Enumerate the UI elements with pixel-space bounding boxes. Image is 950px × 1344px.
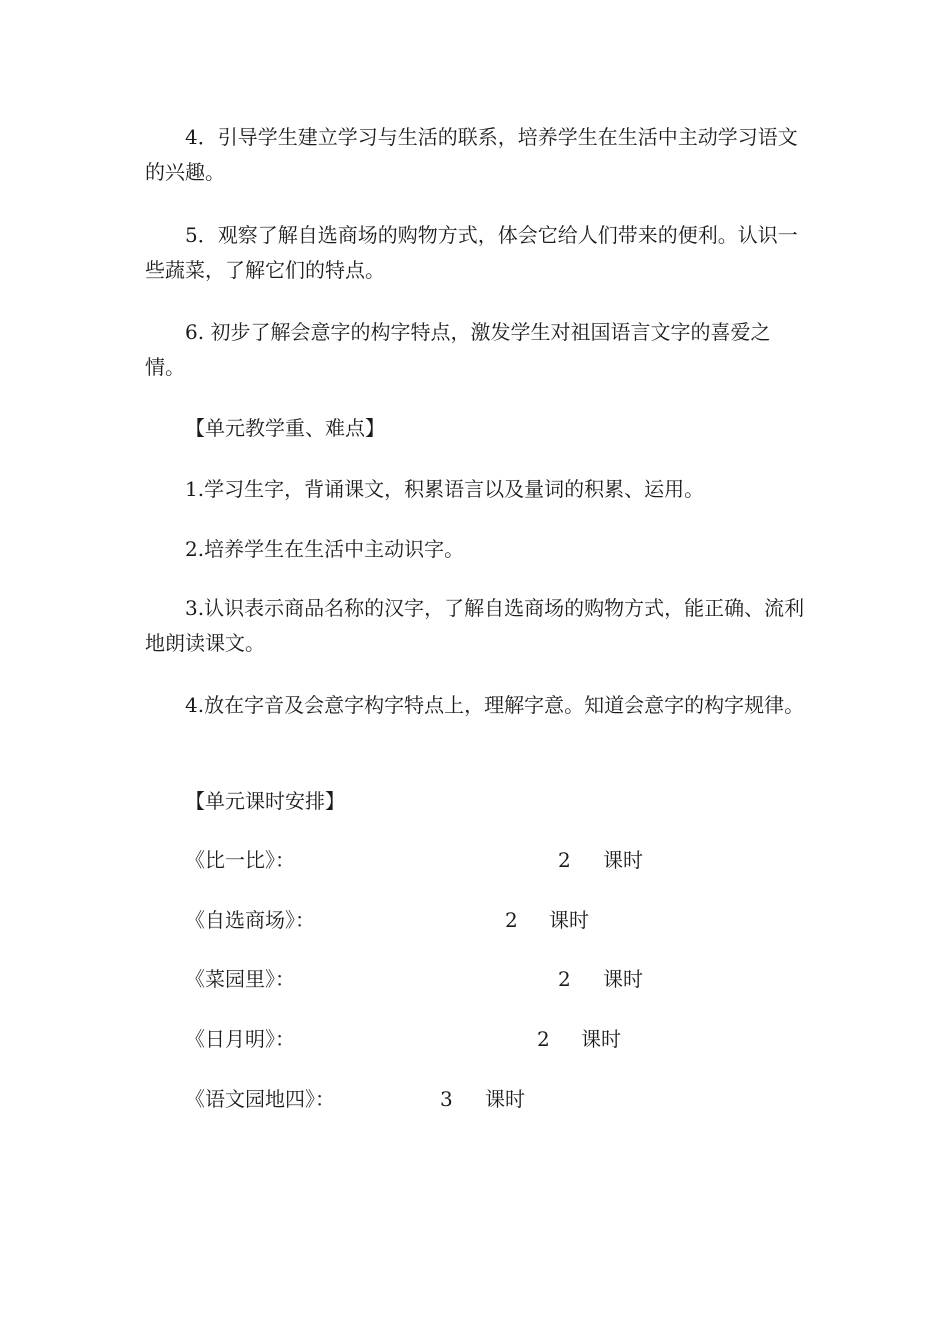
schedule-heading: 【单元课时安排】	[185, 789, 345, 813]
schedule-unit: 课时	[581, 1027, 621, 1051]
schedule-unit: 课时	[603, 967, 643, 991]
schedule-count: 2	[558, 967, 571, 991]
key-point-2: 2.培养学生在生活中主动识字。	[185, 537, 465, 561]
schedule-row	[185, 1084, 785, 1114]
key-point-3: 3.认识表示商品名称的汉字，了解自选商场的购物方式，能正确、流利地朗读课文。	[145, 596, 805, 655]
schedule-count: 3	[440, 1087, 453, 1111]
schedule-lesson: 《比一比》：	[185, 848, 295, 872]
key-point-4: 4.放在字音及会意字构字特点上，理解字意。知道会意字的构字规律。	[185, 693, 805, 717]
schedule-row	[185, 1024, 785, 1054]
schedule-unit: 课时	[485, 1087, 525, 1111]
schedule-count: 2	[537, 1027, 550, 1051]
schedule-row	[185, 964, 785, 994]
objective-6: 6. 初步了解会意字的构字特点，激发学生对祖国语言文字的喜爱之情。	[145, 320, 771, 379]
schedule-lesson: 《语文园地四》：	[185, 1087, 335, 1111]
objective-4: 4．引导学生建立学习与生活的联系，培养学生在生活中主动学习语文的兴趣。	[145, 125, 798, 184]
schedule-count: 2	[505, 908, 518, 932]
schedule-lesson: 《日月明》：	[185, 1027, 295, 1051]
schedule-lesson: 《自选商场》：	[185, 908, 315, 932]
schedule-lesson: 《菜园里》：	[185, 967, 295, 991]
schedule-count: 2	[558, 848, 571, 872]
schedule-row	[185, 845, 785, 875]
schedule-row	[185, 905, 785, 935]
key-point-1: 1.学习生字，背诵课文，积累语言以及量词的积累、运用。	[185, 477, 705, 501]
objective-5: 5．观察了解自选商场的购物方式，体会它给人们带来的便利。认识一些蔬菜，了解它们的特点。	[145, 223, 798, 282]
schedule-unit: 课时	[603, 848, 643, 872]
key-points-heading: 【单元教学重、难点】	[185, 416, 385, 440]
schedule-unit: 课时	[549, 908, 589, 932]
